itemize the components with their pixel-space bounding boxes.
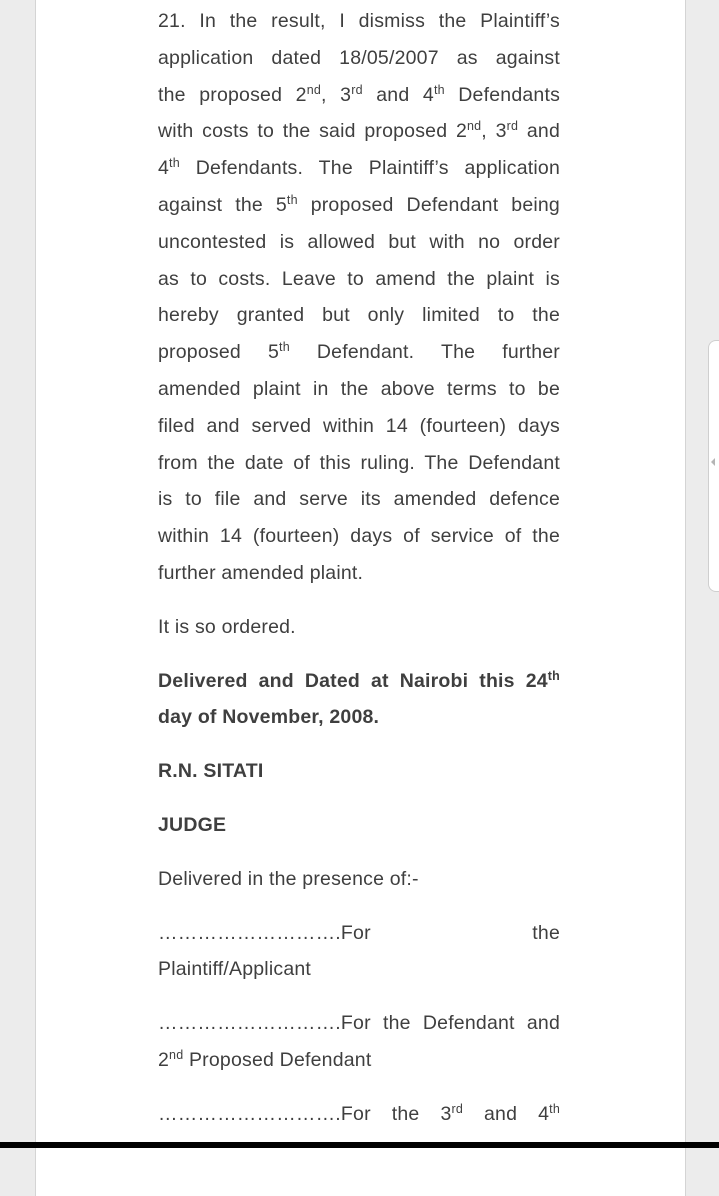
judge-title: JUDGE [158, 813, 227, 836]
text-line: the proposed 2nd, 3rd and 4th Defendants [158, 82, 561, 106]
text-line: with costs to the said proposed 2nd, 3rd and [158, 119, 560, 143]
side-panel-handle[interactable] [708, 340, 719, 592]
bottom-bar [0, 1142, 719, 1148]
text-line: is to file and serve its amended defence [158, 488, 560, 511]
text-line: application dated 18/05/2007 as against [158, 46, 560, 69]
text-line: uncontested is allowed but with no order [158, 230, 560, 253]
text-line: hereby granted but only limited to the [158, 304, 560, 327]
text-line: from the date of this ruling. The Defendant [158, 451, 560, 474]
text-line: 4th Defendants. The Plaintiff’s application [158, 156, 560, 180]
document-content [158, 0, 560, 1133]
text-line: against the 5th proposed Defendant being [158, 192, 560, 216]
appearance-defendant: ……………………….For the Defendant and 2nd Proposed Defendant [158, 1012, 560, 1071]
appearance-plaintiff: ……………………….For the Plaintiff/Applicant [158, 921, 560, 981]
text-line: within 14 (fourteen) days of service of the [158, 525, 560, 548]
so-ordered-text: It is so ordered. [158, 615, 296, 638]
text-line: filed and served within 14 (fourteen) days [158, 414, 560, 437]
paragraph-21 [158, 3, 560, 592]
chevron-left-icon[interactable] [711, 458, 715, 466]
judge-name: R.N. SITATI [158, 760, 264, 783]
presence-heading: Delivered in the presence of:- [158, 867, 419, 890]
text-line: proposed 5th Defendant. The further [158, 340, 560, 364]
text-line: as to costs. Leave to amend the plaint is [158, 267, 560, 290]
text-line: further amended plaint. [158, 561, 364, 584]
delivered-dated-statement: Delivered and Dated at Nairobi this 24th day of November, 2008. [158, 668, 560, 729]
appearance-third-fourth: ……………………….For the 3rd and 4th [158, 1101, 560, 1125]
text-line: amended plaint in the above terms to be [158, 377, 560, 400]
text-line: 21. In the result, I dismiss the Plaintiff’s [158, 10, 560, 32]
